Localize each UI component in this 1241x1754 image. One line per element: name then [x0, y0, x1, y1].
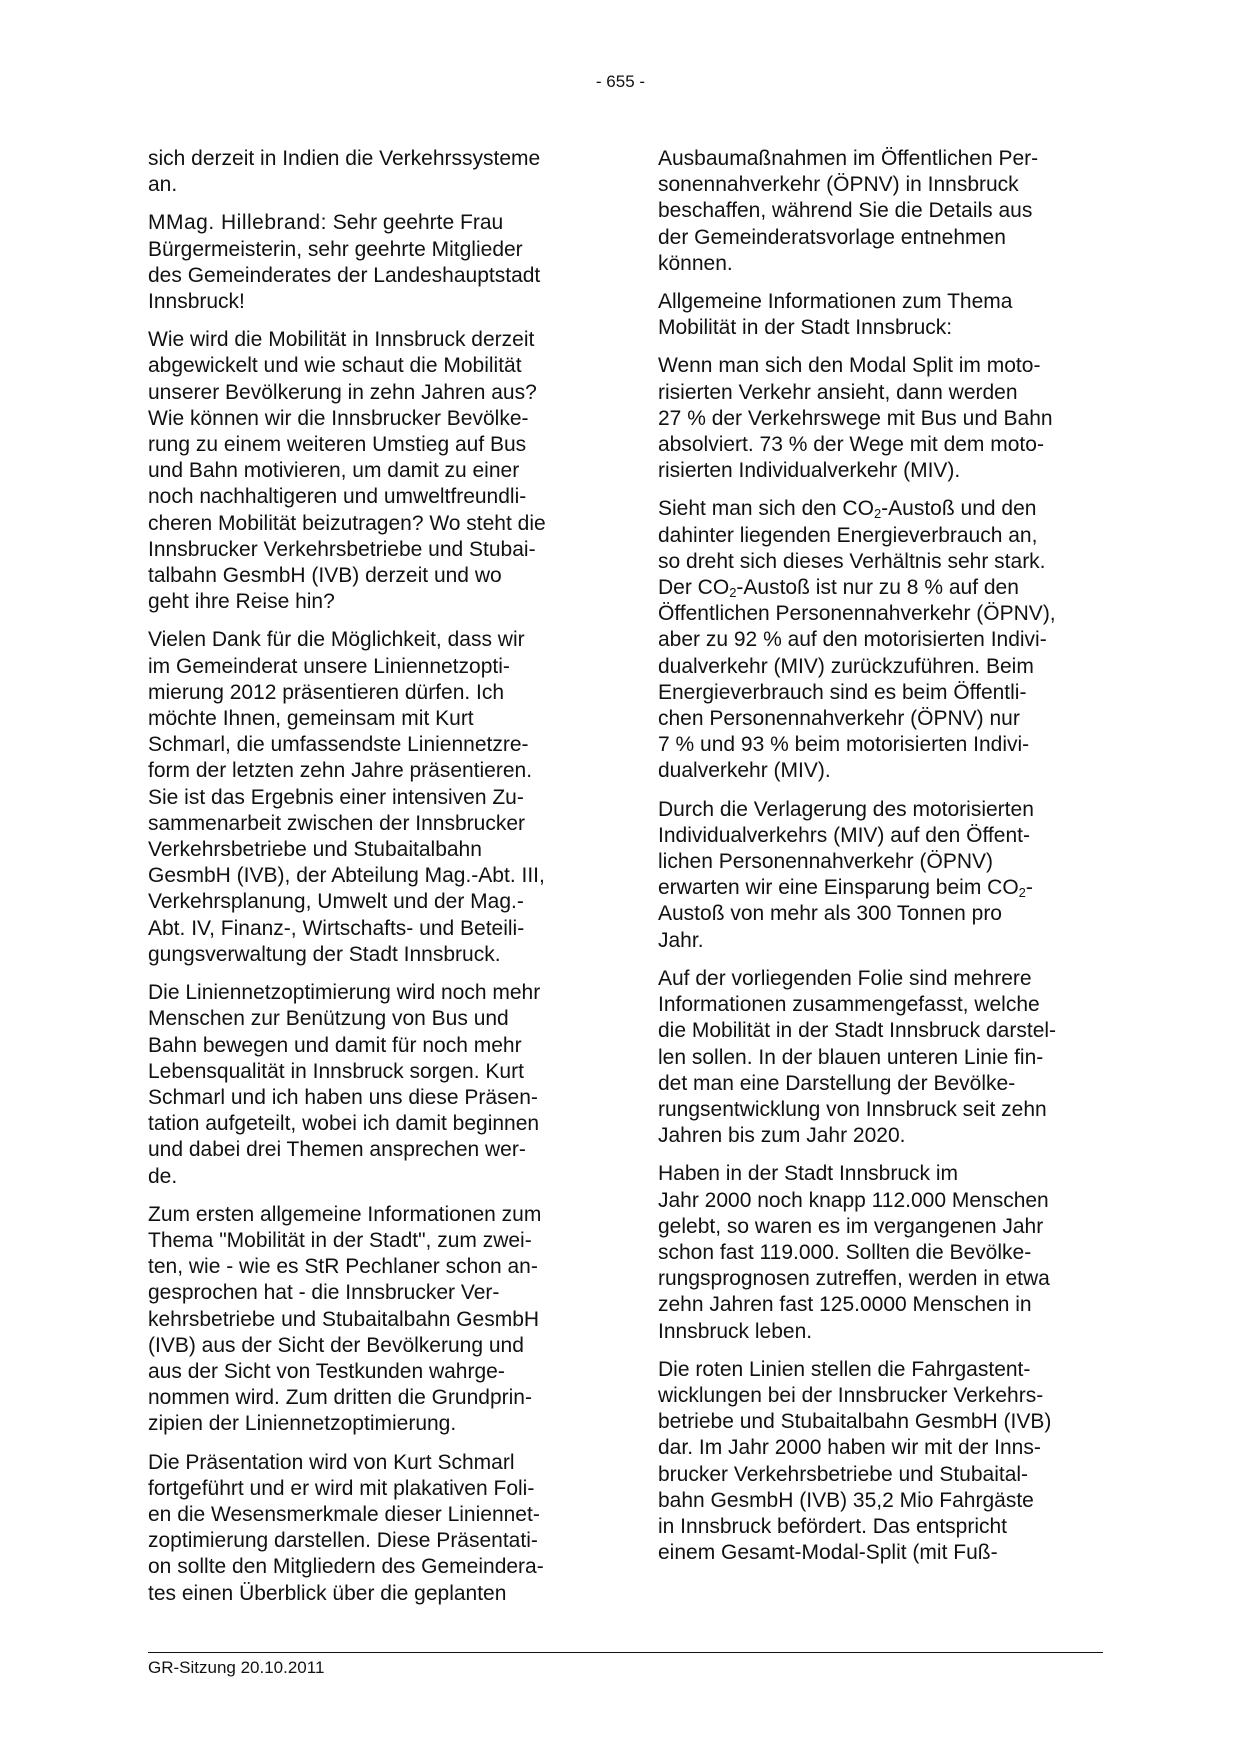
text-line: GesmbH (IVB), der Abteilung Mag.-Abt. III, — [148, 864, 545, 888]
paragraph — [148, 327, 598, 615]
text-line: absolviert. 73 % der Wege mit dem moto- — [658, 433, 1044, 457]
text-line: (IVB) aus der Sicht der Bevölkerung und — [148, 1333, 524, 1357]
paragraph — [658, 797, 1108, 954]
text-line: Allgemeine Informationen zum Thema — [658, 290, 1013, 314]
text-line: len sollen. In der blauen unteren Linie fin- — [658, 1045, 1044, 1069]
text-line: ten, wie - wie es StR Pechlaner schon an- — [148, 1255, 538, 1279]
text-line: det man eine Darstellung der Bevölke- — [658, 1071, 1016, 1095]
text-line: beschaffen, während Sie die Details aus — [658, 199, 1033, 223]
text-line: der Gemeinderatsvorlage entnehmen — [658, 225, 1006, 249]
text-line: dar. Im Jahr 2000 haben wir mit der Inns- — [658, 1436, 1041, 1460]
text-line: rungsprognosen zutreffen, werden in etwa — [658, 1267, 1050, 1291]
text-line: Bahn bewegen und damit für noch mehr — [148, 1033, 522, 1057]
text-line: Verkehrsplanung, Umwelt und der Mag.- — [148, 890, 524, 914]
text-line: sammenarbeit zwischen der Innsbrucker — [148, 811, 525, 835]
text-line: nommen wird. Zum dritten die Grundprin- — [148, 1386, 532, 1410]
text-line: zipien der Liniennetzoptimierung. — [148, 1412, 457, 1436]
text-line: sonennahverkehr (ÖPNV) in Innsbruck — [658, 173, 1019, 197]
text-line: lichen Personennahverkehr (ÖPNV) — [658, 850, 993, 874]
text-line: tation aufgeteilt, wobei ich damit beginnen — [148, 1112, 540, 1136]
left-column — [148, 146, 598, 1619]
text-line: mierung 2012 präsentieren dürfen. Ich — [148, 680, 505, 704]
text-line: Energieverbrauch sind es beim Öffentli- — [658, 680, 1027, 704]
text-line: wicklungen bei der Innsbrucker Verkehrs- — [658, 1383, 1044, 1407]
text-line: noch nachhaltigeren und umweltfreundli- — [148, 485, 527, 509]
text-line: zehn Jahren fast 125.0000 Menschen in — [658, 1293, 1032, 1317]
text-line: Wie wird die Mobilität in Innsbruck derzeit — [148, 328, 535, 352]
text-line: gesprochen hat - die Innsbrucker Ver- — [148, 1281, 500, 1305]
text-line: gelebt, so waren es im vergangenen Jahr — [658, 1214, 1044, 1238]
right-column — [658, 146, 1108, 1578]
text-line: Schmarl, die umfassendste Liniennetzre- — [148, 733, 529, 757]
text-line: Thema "Mobilität in der Stadt", zum zwei- — [148, 1228, 532, 1252]
text-line: und Bahn motivieren, um damit zu einer — [148, 459, 520, 483]
text-line: Bürgermeisterin, sehr geehrte Mitglieder — [148, 237, 523, 261]
text-line: MMag. Hillebrand: Sehr geehrte Frau — [148, 211, 504, 235]
text-line: Wie können wir die Innsbrucker Bevölke- — [148, 406, 529, 430]
text-line: geht ihre Reise hin? — [148, 590, 335, 614]
text-line: risierten Verkehr ansieht, dann werden — [658, 380, 1018, 404]
text-line: Jahr 2000 noch knapp 112.000 Menschen — [658, 1188, 1049, 1212]
paragraph — [148, 980, 598, 1190]
text-line: form der letzten zehn Jahre präsentieren. — [148, 759, 533, 783]
text-line: Jahr. — [658, 928, 704, 952]
text-line: dahinter liegenden Energieverbrauch an, — [658, 523, 1038, 547]
text-line: bahn GesmbH (IVB) 35,2 Mio Fahrgäste — [658, 1488, 1034, 1512]
text-line: Durch die Verlagerung des motorisierten — [658, 797, 1034, 821]
text-line: Jahren bis zum Jahr 2020. — [658, 1124, 906, 1148]
paragraph — [658, 966, 1108, 1149]
paragraph — [148, 627, 598, 968]
text-line: Haben in der Stadt Innsbruck im — [658, 1162, 958, 1186]
paragraph — [148, 1450, 598, 1607]
text-line: und dabei drei Themen ansprechen wer- — [148, 1138, 526, 1162]
paragraph — [658, 1357, 1108, 1567]
text-line: kehrsbetriebe und Stubaitalbahn GesmbH — [148, 1307, 540, 1331]
text-line: on sollte den Mitgliedern des Gemeindera- — [148, 1555, 544, 1579]
subscript: 2 — [1018, 885, 1026, 901]
paragraph — [658, 1161, 1108, 1344]
text-line: Mobilität in der Stadt Innsbruck: — [658, 316, 953, 340]
text-line: einem Gesamt-Modal-Split (mit Fuß- — [658, 1541, 998, 1565]
text-line: Sie ist das Ergebnis einer intensiven Zu- — [148, 785, 524, 809]
text-line: en die Wesensmerkmale dieser Liniennet- — [148, 1502, 540, 1526]
text-line: zoptimierung darstellen. Diese Präsentati- — [148, 1529, 538, 1553]
text-line: Innsbruck! — [148, 290, 245, 314]
text-line: erwarten wir eine Einsparung beim $CO_2-$ — [658, 876, 1033, 901]
paragraph — [148, 210, 598, 315]
text-line: Auf der vorliegenden Folie sind mehrere — [658, 966, 1032, 990]
text-line: cheren Mobilität beizutragen? Wo steht die — [148, 511, 546, 535]
paragraph — [148, 146, 598, 198]
text-line: abgewickelt und wie schaut die Mobilität — [148, 354, 522, 378]
text-line: Informationen zusammengefasst, welche — [658, 993, 1040, 1017]
text-line: Austoß von mehr als 300 Tonnen pro — [658, 902, 1002, 926]
text-line: 27 % der Verkehrswege mit Bus und Bahn — [658, 406, 1053, 430]
text-line: dualverkehr (MIV). — [658, 759, 831, 783]
text-line: rungsentwicklung von Innsbruck seit zehn — [658, 1097, 1047, 1121]
text-line: Verkehrsbetriebe und Stubaitalbahn — [148, 838, 482, 862]
text-line: Menschen zur Benützung von Bus und — [148, 1007, 509, 1031]
paragraph — [658, 146, 1108, 277]
text-line: aus der Sicht von Testkunden wahrge- — [148, 1359, 505, 1383]
text-line: Wenn man sich den Modal Split im moto- — [658, 354, 1041, 378]
text-line: Zum ersten allgemeine Informationen zum — [148, 1202, 542, 1226]
text-line: in Innsbruck befördert. Das entspricht — [658, 1514, 1008, 1538]
text-line: fortgeführt und er wird mit plakativen Foli- — [148, 1476, 535, 1500]
text-line: Ausbaumaßnahmen im Öffentlichen Per- — [658, 147, 1039, 170]
text-line: Die roten Linien stellen die Fahrgastent- — [658, 1357, 1031, 1381]
text-line: Öffentlichen Personennahverkehr (ÖPNV), — [658, 602, 1056, 626]
text-line: dualverkehr (MIV) zurückzuführen. Beim — [658, 654, 1034, 678]
text-line: Die Präsentation wird von Kurt Schmarl — [148, 1450, 515, 1474]
text-line: betriebe und Stubaitalbahn GesmbH (IVB) — [658, 1410, 1052, 1434]
text-line: Die Liniennetzoptimierung wird noch mehr — [148, 981, 541, 1005]
text-line: Sieht man sich den $CO_2$-Austoß und den — [658, 497, 1037, 522]
text-line: aber zu 92 % auf den motorisierten Indivi- — [658, 628, 1047, 652]
text-line: im Gemeinderat unsere Liniennetzopti- — [148, 654, 510, 678]
text-line: so dreht sich dieses Verhältnis sehr stark. — [658, 549, 1046, 573]
text-line: tes einen Überblick über die geplanten — [148, 1581, 507, 1605]
text-line: Innsbrucker Verkehrsbetriebe und Stubai- — [148, 537, 536, 561]
paragraph — [658, 289, 1108, 341]
text-line: talbahn GesmbH (IVB) derzeit und wo — [148, 564, 502, 588]
subscript: 2 — [729, 585, 737, 601]
text-line: chen Personennahverkehr (ÖPNV) nur — [658, 707, 1020, 731]
footer-session-date: GR-Sitzung 20.10.2011 — [148, 1658, 325, 1677]
paragraph — [658, 496, 1108, 784]
text-line: Der $CO_2$-Austoß ist nur zu 8 % auf den — [658, 576, 1019, 601]
text-line: schon fast 119.000. Sollten die Bevölke- — [658, 1240, 1032, 1264]
text-line: Individualverkehrs (MIV) auf den Öffent- — [658, 823, 1030, 847]
paragraph — [658, 353, 1108, 484]
text-line: de. — [148, 1164, 178, 1188]
text-line: die Mobilität in der Stadt Innsbruck darstel- — [658, 1019, 1057, 1043]
text-line: Vielen Dank für die Möglichkeit, dass wir — [148, 628, 525, 652]
text-line: 7 % und 93 % beim motorisierten Indivi- — [658, 733, 1030, 757]
speaker-name: MMag. Hillebrand: — [148, 211, 327, 235]
text-line: Innsbruck leben. — [658, 1319, 813, 1343]
text-line: an. — [148, 173, 178, 197]
page-number: - 655 - — [595, 72, 646, 91]
text-line: können. — [658, 251, 733, 275]
text-line: sich derzeit in Indien die Verkehrssysteme — [148, 147, 541, 170]
subscript: 2 — [873, 506, 882, 522]
text-line: brucker Verkehrsbetriebe und Stubaital- — [658, 1462, 1029, 1486]
text-line: Lebensqualität in Innsbruck sorgen. Kurt — [148, 1059, 524, 1083]
text-line: möchte Ihnen, gemeinsam mit Kurt — [148, 707, 474, 731]
text-line: Abt. IV, Finanz-, Wirtschafts- und Beteili- — [148, 916, 525, 940]
text-line: risierten Individualverkehr (MIV). — [658, 459, 961, 483]
text-line: Schmarl und ich haben uns diese Präsen- — [148, 1085, 538, 1109]
text-line: gungsverwaltung der Stadt Innsbruck. — [148, 942, 501, 966]
text-line: des Gemeinderates der Landeshauptstadt — [148, 263, 541, 287]
text-line: rung zu einem weiteren Umstieg auf Bus — [148, 433, 527, 457]
paragraph — [148, 1202, 598, 1438]
text-line: unserer Bevölkerung in zehn Jahren aus? — [148, 380, 537, 404]
footer-divider — [148, 1652, 1103, 1653]
